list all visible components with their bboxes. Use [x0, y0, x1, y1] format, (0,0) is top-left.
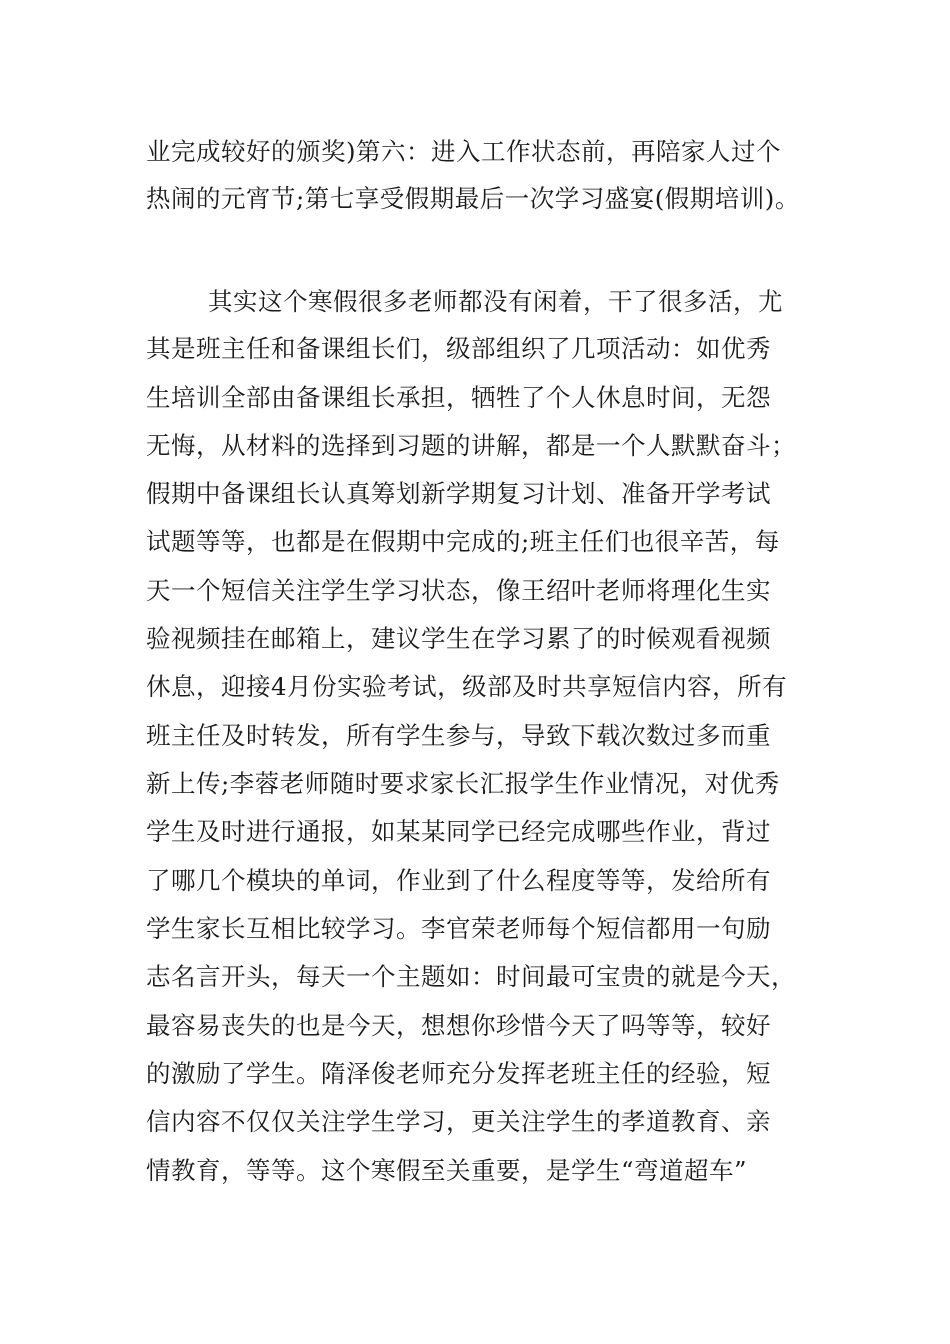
- paragraph-2-line-9: 休息，迎接4月份实验考试，级部及时共享短信内容，所有: [146, 672, 788, 701]
- paragraph-2-line-18: 信内容不仅仅关注学生学习，更关注学生的孝道教育、亲: [146, 1107, 771, 1136]
- paragraph-2-line-7: 天一个短信关注学生学习状态，像王绍叶老师将理化生实: [146, 576, 771, 605]
- paragraph-2-line-17: 的激励了学生。隋泽俊老师充分发挥老班主任的经验，短: [146, 1059, 771, 1088]
- paragraph-2-line-8: 验视频挂在邮箱上，建议学生在学习累了的时候观看视频: [146, 624, 771, 653]
- paragraph-2-line-2: 其是班主任和备课组长们，级部组织了几项活动：如优秀: [146, 334, 771, 363]
- paragraph-2-line-6: 试题等等，也都是在假期中完成的;班主任们也很辛苦，每: [146, 527, 780, 556]
- paragraph-1-line-1: 业完成较好的颁奖)第六：进入工作状态前，再陪家人过个: [146, 137, 782, 166]
- paragraph-2-line-3: 生培训全部由备课组长承担，牺牲了个人休息时间，无怨: [146, 383, 771, 412]
- paragraph-2-line-1: 其实这个寒假很多老师都没有闲着，干了很多活，尤: [208, 287, 783, 316]
- paragraph-2-line-15: 志名言开头，每天一个主题如：时间最可宝贵的就是今天，: [146, 962, 796, 991]
- paragraph-2-line-13: 了哪几个模块的单词，作业到了什么程度等等，发给所有: [146, 866, 771, 895]
- paragraph-1-line-2: 热闹的元宵节;第七享受假期最后一次学习盛宴(假期培训)。: [146, 184, 800, 213]
- paragraph-2-line-16: 最容易丧失的也是今天，想想你珍惜今天了吗等等，较好: [146, 1011, 771, 1040]
- paragraph-2-line-10: 班主任及时转发，所有学生参与，导致下载次数过多而重: [146, 721, 771, 750]
- paragraph-2-line-11: 新上传;李蓉老师随时要求家长汇报学生作业情况，对优秀: [146, 769, 780, 798]
- paragraph-2-line-14: 学生家长互相比较学习。李官荣老师每个短信都用一句励: [146, 914, 771, 943]
- paragraph-2-line-4: 无悔，从材料的选择到习题的讲解，都是一个人默默奋斗；: [146, 431, 796, 460]
- paragraph-2-line-19: 情教育，等等。这个寒假至关重要，是学生“弯道超车”: [146, 1156, 748, 1185]
- paragraph-2-line-12: 学生及时进行通报，如某某同学已经完成哪些作业，背过: [146, 817, 771, 846]
- paragraph-2-line-5: 假期中备课组长认真筹划新学期复习计划、准备开学考试: [146, 479, 771, 508]
